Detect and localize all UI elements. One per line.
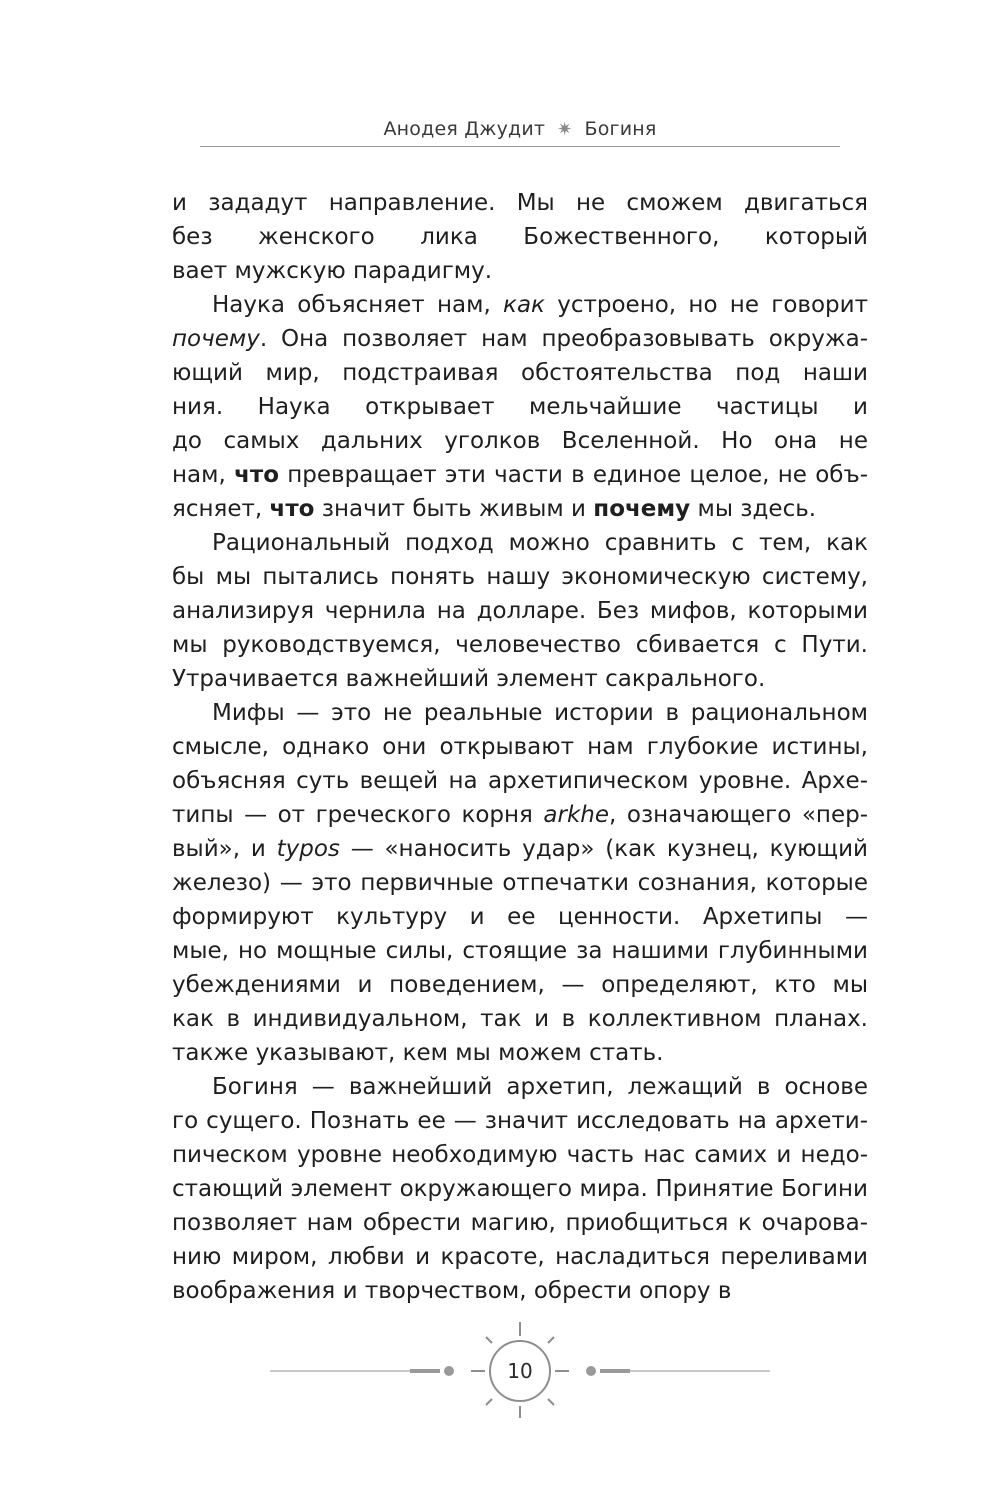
text-run: железо) — это первичные отпечатки сознания, которые (172, 870, 868, 896)
text-line (172, 1002, 868, 1036)
text-line (172, 1070, 868, 1104)
text-line (172, 730, 868, 764)
emphasized-word: что (234, 462, 279, 488)
text-run: без женского лика Божественного, который (172, 224, 868, 250)
text-line (172, 220, 868, 254)
text-run: нию миром, любви и красоте, насладиться переливами (172, 1244, 868, 1270)
text-run: вый», и (172, 836, 277, 862)
text-run: мые, но мощные силы, стоящие за нашими глубинными (172, 938, 868, 964)
text-line (172, 798, 868, 832)
text-line (172, 832, 868, 866)
text-run: значит быть живым и (314, 496, 594, 522)
text-run: позволяет нам обрести магию, приобщиться к очарова- (172, 1210, 868, 1236)
page-number: 10 (507, 1359, 533, 1383)
text-line (172, 322, 868, 356)
page-number-ornament (260, 1320, 780, 1420)
text-run: пическом уровне необходимую часть нас самих и недо- (172, 1142, 868, 1168)
emphasized-word: что (269, 496, 315, 522)
text-line (172, 492, 868, 526)
text-line (172, 1138, 868, 1172)
text-line (172, 186, 868, 220)
text-line (172, 254, 868, 288)
text-line (172, 764, 868, 798)
text-run: стающий элемент окружающего мира. Принятие Богини (172, 1176, 868, 1202)
header-author: Анодея Джудит (383, 118, 546, 140)
italic-term: arkhe (543, 802, 610, 828)
text-run: формируют культуру и ее ценности. Архетипы — (172, 904, 868, 930)
text-line (172, 934, 868, 968)
text-line (172, 560, 868, 594)
text-run: превращает эти части в единое целое, не объ- (279, 462, 868, 488)
text-run: Рациональный подход можно сравнить с тем, как (212, 530, 868, 556)
body-text (172, 186, 868, 1308)
text-run: также указывают, кем мы можем стать. (172, 1040, 664, 1066)
text-run: нам, (172, 462, 235, 488)
text-line (172, 356, 868, 390)
text-run: типы — от греческого корня (172, 802, 544, 828)
text-run: ясняет, (172, 496, 270, 522)
text-line (172, 1104, 868, 1138)
text-run: ющий мир, подстраивая обстоятельства под наши (172, 360, 868, 386)
text-run: Мифы — это не реальные истории в рациональном (212, 700, 868, 726)
text-run: вает мужскую парадигму. (172, 258, 493, 284)
text-run: Утрачивается важнейший элемент сакрального. (172, 666, 766, 692)
text-line (172, 288, 868, 322)
header-rule (200, 146, 840, 147)
text-line (172, 1240, 868, 1274)
separator-star-icon: ✷ (557, 118, 573, 140)
text-run: смысле, однако они открывают нам глубокие истины, (172, 734, 868, 760)
text-line (172, 1172, 868, 1206)
text-line (172, 968, 868, 1002)
text-line (172, 866, 868, 900)
text-run: го сущего. Познать ее — значит исследовать на архети- (172, 1108, 868, 1134)
text-run: — «наносить удар» (как кузнец, кующий (339, 836, 868, 862)
italic-term: как (503, 292, 545, 318)
text-run: и зададут направление. Мы не сможем двигаться (172, 190, 868, 216)
emphasized-word: почему (593, 496, 691, 522)
text-line (172, 424, 868, 458)
text-run: воображения и творчеством, обрести опору в (172, 1278, 732, 1304)
text-run: ния. Наука открывает мельчайшие частицы и (172, 394, 868, 420)
text-line (172, 458, 868, 492)
text-line (172, 1036, 868, 1070)
text-run: устроено, но не говорит (544, 292, 868, 318)
text-line (172, 662, 868, 696)
text-line (172, 628, 868, 662)
text-run: , означающего «пер- (609, 802, 868, 828)
text-line (172, 900, 868, 934)
running-header (200, 112, 840, 146)
text-line (172, 696, 868, 730)
text-run: до самых дальних уголков Вселенной. Но она не (172, 428, 868, 454)
text-run: Богиня — важнейший архетип, лежащий в основе (212, 1074, 868, 1100)
header-book-title: Богиня (584, 118, 657, 140)
text-run: бы мы пытались понять нашу экономическую систему, (172, 564, 868, 590)
text-run: мы руководствуемся, человечество сбивается с Пути. (172, 632, 868, 658)
text-line (172, 594, 868, 628)
text-line (172, 1206, 868, 1240)
text-run: мы здесь. (690, 496, 817, 522)
text-run: как в индивидуальном, так и в коллективном планах. (172, 1006, 868, 1032)
text-line (172, 526, 868, 560)
text-run: анализируя чернила на долларе. Без мифов, которыми (172, 598, 868, 624)
italic-term: typos (276, 836, 340, 862)
text-run: . Она позволяет нам преобразовывать окружа- (259, 326, 868, 352)
text-line (172, 390, 868, 424)
text-run: Наука объясняет нам, (212, 292, 504, 318)
text-run: убеждениями и поведением, — определяют, кто мы (172, 972, 868, 998)
italic-term: почему (172, 326, 260, 352)
text-line (172, 1274, 868, 1308)
text-run: объясняя суть вещей на архетипическом уровне. Архе- (172, 768, 868, 794)
